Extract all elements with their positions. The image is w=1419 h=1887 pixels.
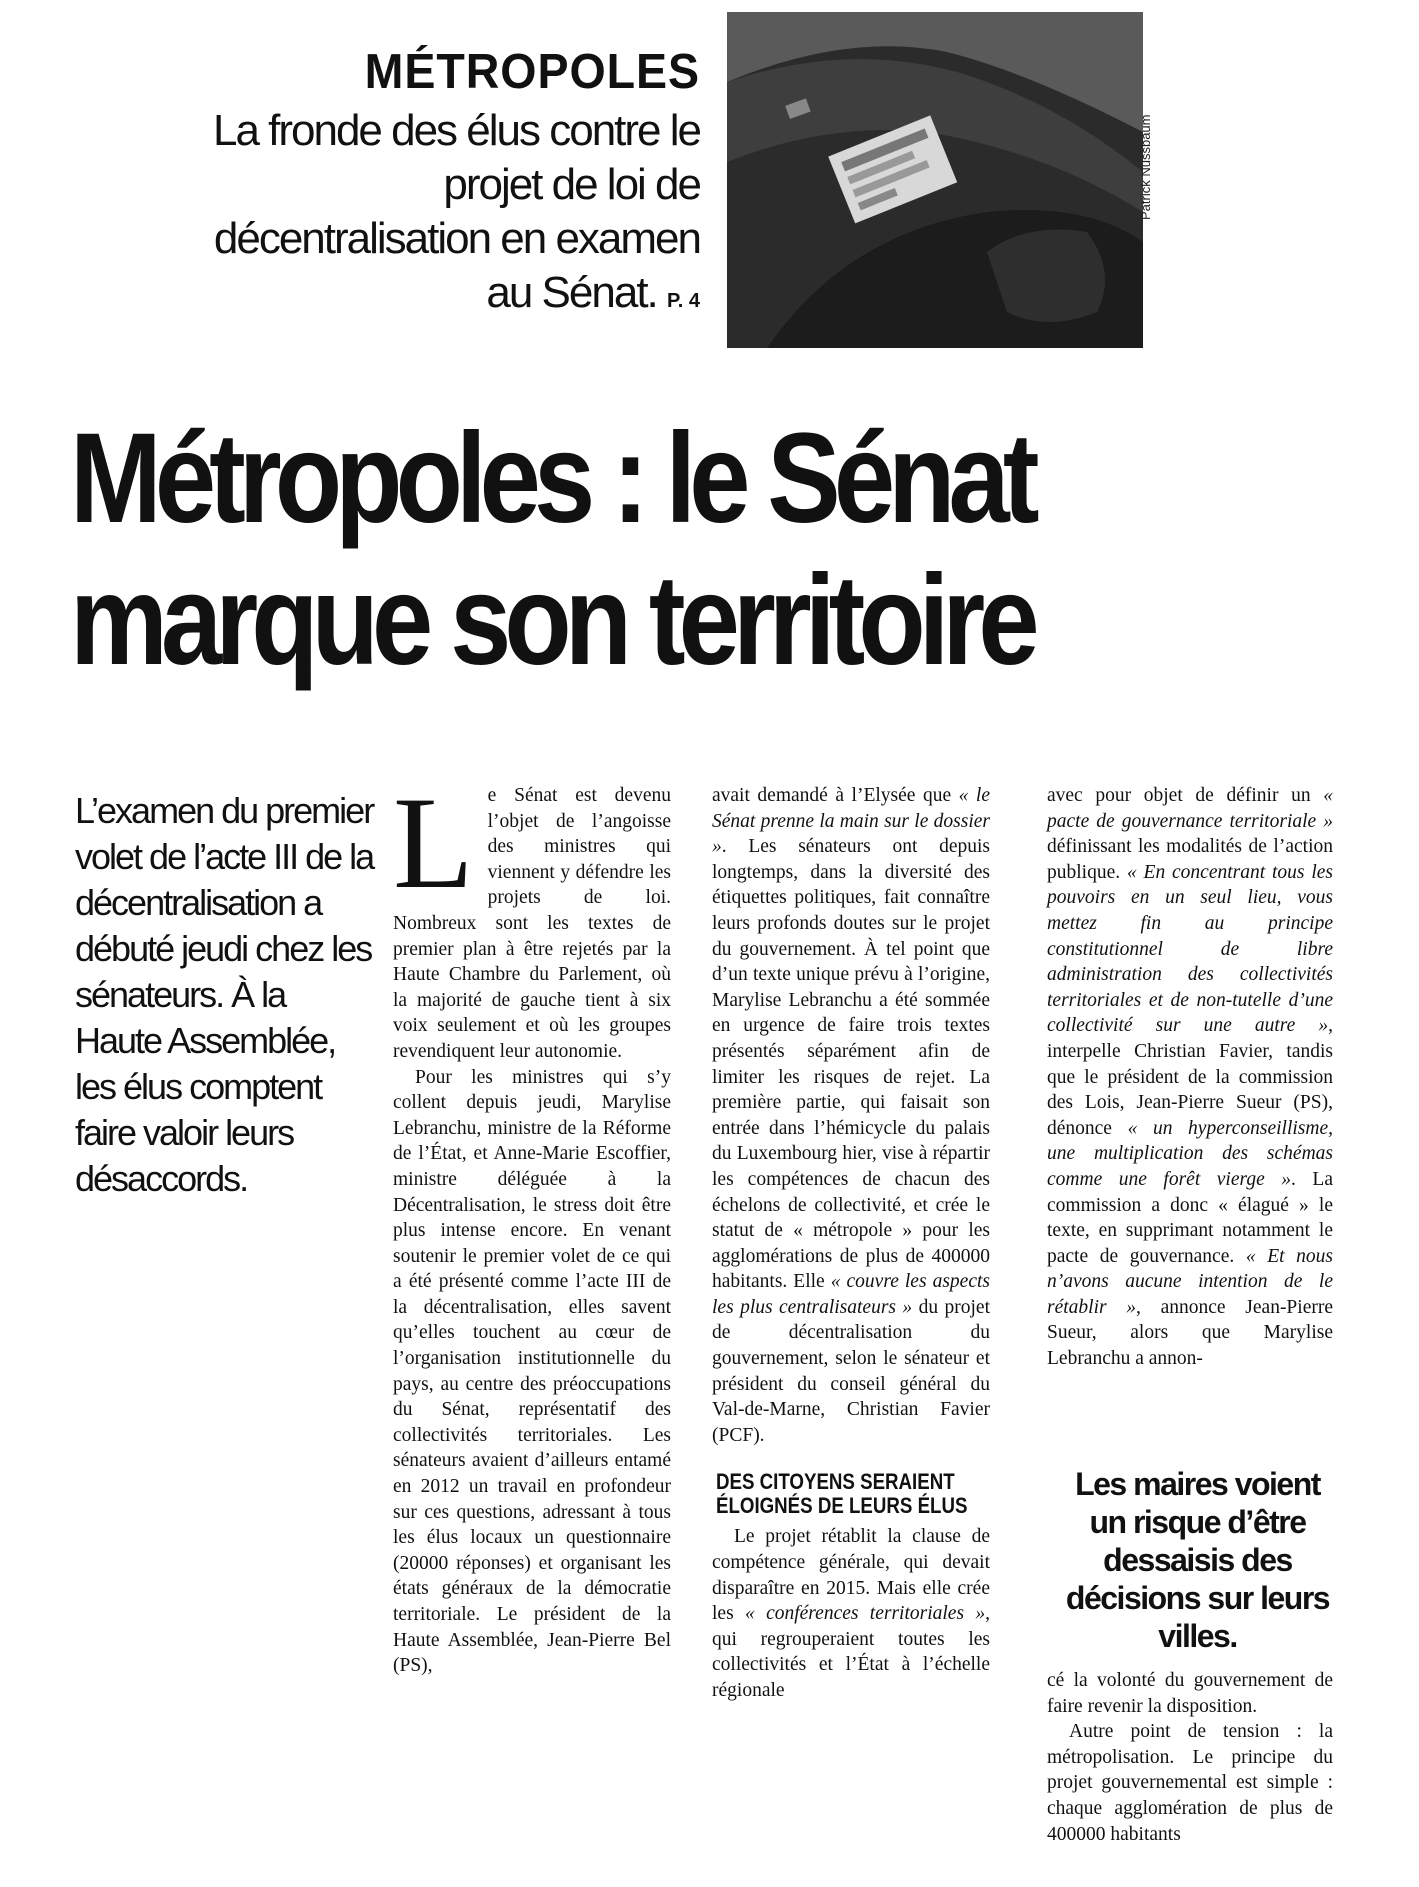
headline bbox=[70, 408, 1214, 692]
text-run: , annonce Jean-Pierre Sueur, alors que Marylise Lebranchu a annon- bbox=[1047, 1296, 1333, 1370]
teaser-text: La fronde des élus contre le projet de loi de décentralisation en examen au Sénat. bbox=[212, 106, 700, 317]
text-run: avec pour objet de définir un bbox=[1047, 785, 1324, 806]
text-run: Le projet rétablit la clause de compétence générale, qui devait disparaître en 2015. Mais elle crée les bbox=[712, 1526, 990, 1625]
paragraph-4 bbox=[712, 1524, 990, 1703]
paragraph-5 bbox=[1047, 783, 1333, 1372]
article-column-2 bbox=[712, 783, 990, 1704]
subhead-line-1: DES CITOYENS SERAIENT bbox=[716, 1469, 955, 1495]
subhead-line-2: ÉLOIGNÉS DE LEURS ÉLUS bbox=[716, 1493, 968, 1519]
teaser-photo bbox=[727, 12, 1143, 348]
teaser-kicker: MÉTROPOLES bbox=[364, 45, 700, 99]
paragraph-1 bbox=[393, 769, 671, 1065]
paragraph-1-text: e Sénat est devenu l’objet de l’angoisse des ministres qui viennent y défendre les projets de loi. Nombreux sont les textes de premier plan à être rejetés par la Haute Chambre du Parlement, où la majorité de gauche tient à six voix seulement et où les groupes revendiquent leur autonomie. bbox=[393, 785, 671, 1062]
article-column-3-continued bbox=[1047, 1668, 1333, 1847]
headline-line-2: marque son territoire bbox=[70, 549, 1033, 692]
paragraph-7: Autre point de tension : la métropolisation. Le principe du projet gouvernemental est simple : chaque agglomération de plus de 400000 habitants bbox=[1047, 1721, 1333, 1845]
photo-credit: Patrick Nussbaum bbox=[1138, 114, 1153, 220]
text-run: . Les sénateurs ont depuis longtemps, dans la diversité des étiquettes politiques, fait connaître leurs profonds doutes sur le projet du gouvernement. À tel point que d’un texte unique prévu à l’origine, Marylise Lebranchu a été sommée en urgence de faire trois textes présentés séparément afin de limiter les risques de rejet. La première partie, qui faisait son entrée dans l’hémicycle du palais du Luxembourg hier, vise à répartir les compétences de chacun des échelons de collectivité, et crée le statut de « métropole » pour les agglomérations de plus de 400000 habitants. Elle bbox=[712, 836, 990, 1293]
quote: « couvre les aspects les plus centralisateurs » bbox=[712, 1271, 990, 1318]
quote: « pacte de gouvernance territoriale » bbox=[1047, 785, 1333, 832]
quote: « le Sénat prenne la main sur le dossier » bbox=[712, 785, 990, 858]
text-run: , interpelle Christian Favier, tandis que le président de la commission des Lois, Jean-Pierre Sueur (PS), dénonce bbox=[1047, 1015, 1333, 1139]
dropcap: L bbox=[393, 769, 474, 916]
teaser-page-ref: P. 4 bbox=[667, 290, 700, 312]
quote: « un hyperconseillisme, une multiplication des schémas comme une forêt vierge » bbox=[1047, 1117, 1333, 1190]
lede: L’examen du premier volet de l’acte III de la décentralisation a débuté jeudi chez les sénateurs. À la Haute Assemblée, les élus comptent faire valoir leurs désaccords. bbox=[75, 790, 374, 1199]
section-subhead bbox=[716, 1469, 968, 1519]
photo-image bbox=[727, 12, 1143, 348]
text-run: du projet de décentralisation du gouvernement, selon le sénateur et président du conseil général du Val-de-Marne, Christian Favier (PCF). bbox=[712, 1296, 990, 1446]
quote: « conférences territoriales » bbox=[745, 1603, 986, 1625]
text-run: , qui regrouperaient toutes les collectivités et l’État à l’échelle régionale bbox=[712, 1603, 990, 1701]
article-column-1 bbox=[393, 769, 671, 1679]
quote: « Et nous n’avons aucune intention de le rétablir » bbox=[1047, 1245, 1333, 1318]
pull-quote: Les maires voient un risque d’être dessaisis des décisions sur leurs villes. bbox=[1065, 1466, 1330, 1654]
quote: « En concentrant tous les pouvoirs en un seul lieu, vous mettez fin au principe constitutionnel de libre administration des collectivités territoriales et de non-tutelle d’une collectivité sur une autre » bbox=[1047, 861, 1333, 1037]
text-run: . La commission a donc « élagué » le texte, en supprimant notamment le pacte de gouvernance. bbox=[1047, 1168, 1333, 1267]
paragraph-2: Pour les ministres qui s’y collent depuis jeudi, Marylise Lebranchu, ministre de la Réforme de l’État, et Anne-Marie Escoffier, ministre déléguée à la Décentralisation, le stress doit être plus intense encore. En venant soutenir le premier volet de ce qui a été présenté comme l’acte III de la décentralisation, elles savent qu’elles touchent au cœur de l’organisation institutionnelle du pays, au centre des préoccupations du Sénat, représentatif des collectivités territoriales. Les sénateurs avaient d’ailleurs entamé en 2012 un travail en profondeur sur ces questions, adressant à tous les élus locaux un questionnaire (20000 réponses) et organisant les états généraux de la démocratie territoriale. Le président de la Haute Assemblée, Jean-Pierre Bel (PS), bbox=[393, 1066, 671, 1677]
paragraph-3 bbox=[712, 783, 990, 1448]
paragraph-6: cé la volonté du gouvernement de faire revenir la disposition. bbox=[1047, 1670, 1333, 1717]
text-run: définissant les modalités de l’action publique. bbox=[1047, 836, 1333, 883]
article-column-3 bbox=[1047, 783, 1333, 1372]
headline-line-1: Métropoles : le Sénat bbox=[70, 407, 1033, 550]
text-run: avait demandé à l’Elysée que bbox=[712, 785, 959, 806]
teaser-text-block bbox=[180, 104, 700, 328]
